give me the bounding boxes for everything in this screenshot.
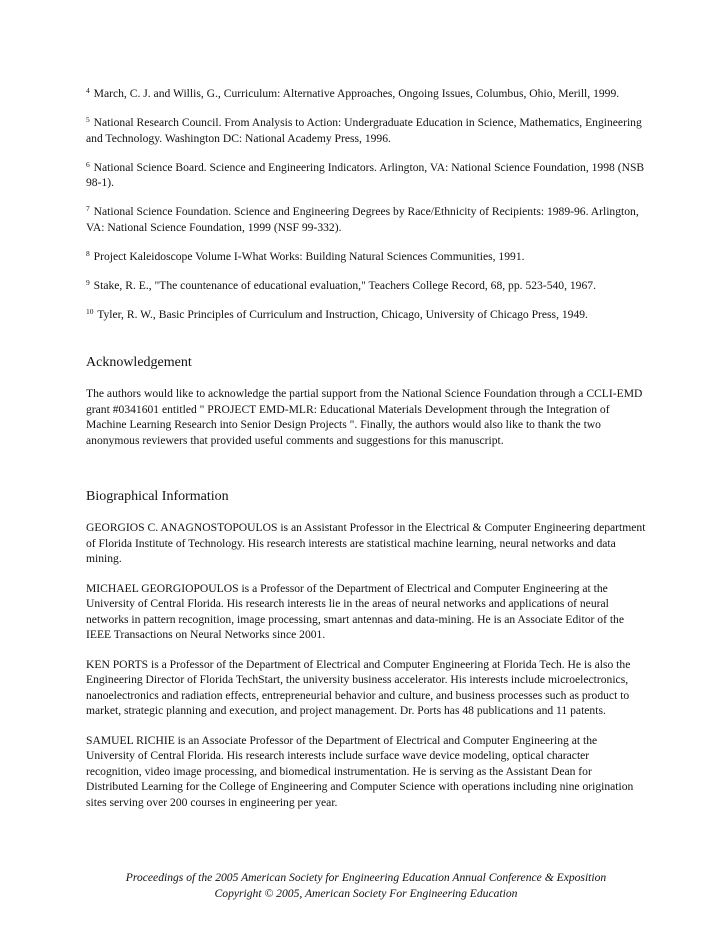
- reference-text: National Science Board. Science and Engineering Indicators. Arlington, VA: National Science Foundation, 1998 (NSB 98-1).: [86, 160, 645, 189]
- acknowledgement-text: The authors would like to acknowledge the partial support from the National Science Foundation through a CCLI-EMD grant #0341601 entitled " PROJECT EMD-MLR: Educational Materials Development through the Integration of Machine Learning Research into Senior Design Projects ". Finally, the authors would also like to thank the two anonymous reviewers that provided useful comments and suggestions for this manuscript.: [86, 387, 643, 447]
- reference-number: 9: [86, 277, 90, 287]
- reference-text: Tyler, R. W., Basic Principles of Curriculum and Instruction, Chicago, University of Chicago Press, 1949.: [97, 307, 588, 321]
- reference-number: 8: [86, 248, 90, 258]
- reference-item: [86, 160, 646, 191]
- biography-paragraph: MICHAEL GEORGIOPOULOS is a Professor of the Department of Electrical and Computer Engineering at the University of Central Florida. His research interests lie in the areas of neural networks and applications of neural networks in pattern recognition, image processing, smart antennas and data-mining. He is an Associate Editor of the IEEE Transactions on Neural Networks since 2001.: [86, 581, 624, 641]
- footer-copyright: Copyright © 2005, American Society For Engineering Education: [214, 886, 518, 900]
- reference-item: [86, 204, 646, 235]
- biography-paragraph: KEN PORTS is a Professor of the Department of Electrical and Computer Engineering at Florida Tech. He is also the Engineering Director of Florida TechStart, the university business accelerator. His interests include microelectronics, nanoelectronics and radiation effects, entrepreneurial behavior and culture, and business processes such as product to market, strategic planning and execution, and project management. Dr. Ports has 48 publications and 11 patents.: [86, 657, 631, 717]
- paper-page: [86, 86, 646, 824]
- reference-text: National Science Foundation. Science and Engineering Degrees by Race/Ethnicity of Recipients: 1989-96. Arlington, VA: National Science Foundation, 1999 (NSF 99-332).: [86, 205, 639, 234]
- reference-text: Stake, R. E., "The countenance of educational evaluation," Teachers College Record, 68, pp. 523-540, 1967.: [93, 278, 596, 292]
- acknowledgement-heading: Acknowledgement: [86, 355, 192, 370]
- reference-text: Project Kaleidoscope Volume I-What Works: Building Natural Sciences Communities, 1991.: [93, 249, 525, 263]
- reference-item: [86, 115, 646, 146]
- reference-number: 4: [86, 86, 90, 95]
- biography-paragraph: SAMUEL RICHIE is an Associate Professor of the Department of Electrical and Computer Engineering at the University of Central Florida. His research interests include surface wave device modeling, optical character recognition, video image processing, and biomedical instrumentation. He is serving as the Assistant Dean for Distributed Learning for the College of Engineering and Computer Science with operations including nine origination sites serving over 200 courses in engineering per year.: [86, 733, 634, 809]
- biography-heading: Biographical Information: [86, 489, 229, 504]
- reference-item: [86, 307, 646, 323]
- reference-list: [86, 86, 646, 322]
- footer-proceedings: Proceedings of the 2005 American Society for Engineering Education Annual Conference & Exposition: [125, 871, 607, 884]
- biography-paragraph: GEORGIOS C. ANAGNOSTOPOULOS is an Assistant Professor in the Electrical & Computer Engineering department of Florida Institute of Technology. His research interests are statistical machine learning, neural networks and data mining.: [86, 521, 646, 565]
- reference-text: National Research Council. From Analysis to Action: Undergraduate Education in Science, Mathematics, Engineering and Technology. Washington DC: National Academy Press, 1996.: [86, 116, 642, 145]
- reference-number: 6: [86, 159, 90, 169]
- reference-number: 10: [86, 306, 94, 316]
- reference-text: March, C. J. and Willis, G., Curriculum: Alternative Approaches, Ongoing Issues, Columbus, Ohio, Merill, 1999.: [93, 87, 620, 100]
- page-footer: [86, 870, 646, 901]
- reference-number: 5: [86, 115, 90, 124]
- reference-item: [86, 278, 646, 294]
- reference-number: 7: [86, 204, 90, 213]
- reference-item: [86, 249, 646, 265]
- reference-item: [86, 86, 646, 102]
